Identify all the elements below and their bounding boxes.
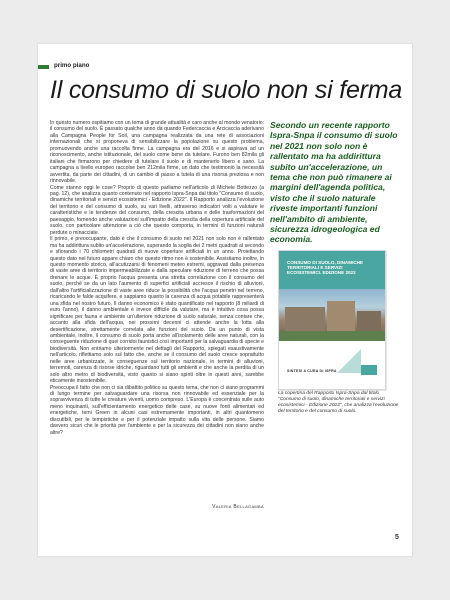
article-paragraph: Preoccupa il fatto che non ci sia dibattito politico su questo tema, che non ci siano programmi di lungo termine per salvaguardare una risorsa non rinnovabile ed essenziale per la sopravvivenza di tutte le creature viventi, uomo compreso. L'Europa è concentrata sulle auto meno inquinanti, sull'efficientamento energetico delle case, su nuove fonti alimentari ed energetiche, temi Green in alcuni casi estremamente importanti, in altri quantomeno discutibili, per le tempistiche e per il potenziale impatto sulla vita delle persone. Siamo davvero sicuri che le priorità per l'ambiente e per la sicurezza dei cittadini non siano anche altre? (50, 384, 264, 436)
magazine-page (38, 44, 412, 556)
image-caption: La copertina del Rapporto Ispra-Snpa dal titolo "Consumo di suolo, dinamiche territoriali e servizi ecosistemici - Edizione 2022", che analizza l'evoluzione del territorio e del consumo di suolo. (278, 391, 399, 414)
ispra-logo-icon (361, 365, 377, 375)
article-paragraph: Come stanno oggi le cose? Proprio di questo parliamo nell'articolo di Michele Bottezzo (a pag. 12), che analizza quanto contenuto nel rapporto Ispra-Snpa dal titolo "Consumo di suolo, dinamiche territoriali e servizi ecosistemici - Edizione 2022". Il Rapporto analizza l'evoluzione del territorio e del consumo di suolo, su vari livelli, attraverso indicatori volti a valutare le caratteristiche e le tendenze del consumo, della crescita urbana e delle trasformazioni del paesaggio, fornendo anche valutazioni sull'impatto della crescita della copertura artificiale del suolo, con particolare attenzione a ciò che questo comporta, in termini di funzioni naturali perdute o minacciate. (50, 184, 264, 236)
author-signature: Valeria Bellagamba (212, 504, 264, 510)
cover-title: CONSUMO DI SUOLO, DINAMICHE TERRITORIALI E SERVIZI ECOSISTEMICI. EDIZIONE 2022 (287, 260, 364, 276)
article-body (50, 120, 264, 436)
section-color-bar (38, 65, 49, 69)
report-cover-image (278, 250, 386, 390)
cover-decoration (337, 349, 361, 373)
article-title: Il consumo di suolo non si ferma (50, 76, 403, 104)
page-number: 5 (395, 534, 399, 541)
article-paragraph: Il primo, e preoccupante, dato è che il consumo di suolo nel 2021 non solo non è rallentato ma ha addirittura subito un'accelerazione, superando la soglia dei 2 metri quadrati al secondo e sfiorando i 70 chilometri quadrati di nuove coperture artificiali in un anno. Proiettando questo dato nel futuro appare chiaro che questo ritmo non è sostenibile. Assistiamo inoltre, in questo momento storico, all'acutizzarsi di fenomeni meteo estremi, aggravati dalla presenza di vaste aree di territorio impermeabilizzate e dalla speculare riduzione di terreno che possa drenare le acque. È proprio l'acqua presenta una stretta correlazione con il consumo del suolo, perché se da un lato l'aumento di superfici artificiali accresce il rischio di alluvioni, dall'altro l'artificializzazione di vaste aree riduce la possibilità che l'acqua penetri nel terreno, ricaricando le falde acquifere, e sappiamo quanto la carenza di acqua potabile rappresenterà una sfida nel nostro futuro. Il danno economico è stato quantificato nel rapporto (8 miliardi di euro l'anno), il danno ambientale è invece difficile da valutare, ma è intuitivo cosa possa significare per fauna e ambiente un'ulteriore riduzione di suolo naturale, senza contare che, accanto alla sfida dell'acqua, nei prossimi decenni ci attende anche la lotta alla desertificazione, strettamente correlata alle funzioni del suolo. Da un punto di vista ambientale, inoltre, il consumo di suolo porta anche all'isolamento delle aree naturali, con la conseguente riduzione di quei corridoi faunistici così importanti per la salvaguardia di specie e biodiversità. Non entriamo ulteriormente nel dettagli del Rapporto, spiegati esaustivamente nell'articolo, riflettiamo solo sul fatto che, anche se il consumo del suolo cresce soprattutto nelle aree urbanizzate, le conseguenze sul territorio nazionale, in termini di alluvioni, terremoti, carenza di risorse idriche, riguardano tutti gli ambienti e che anche la perdita di un solo altro metro di biodiversità, visto quanto si siano spinti oltre in questi anni, sarebbe eticamente insostenibile. (50, 236, 264, 385)
section-label: primo piano (54, 62, 90, 69)
cover-photo (279, 289, 385, 341)
article-paragraph: In questo numero ospitiamo con un tema di grande attualità e caro anche al mondo venatorio: il consumo del suolo. È passato qualche anno da quando Federcaccia e Arcicaccia aderivano alla Campagna People for Soil, una campagna realizzata da una rete di associazioni internazionali che si proponeva di sensibilizzare la popolazione su questo problema, promuovendo anche una raccolta firme. La campagna era del 2016 e si aspirava ad un riconoscimento, anche istituzionale, del suolo come bene da tutelare. Furono ben 82mila gli italiani che firmarono per chiedere di tutelare il suolo e di mantenerlo libero e sano. La campagna a livello europeo raccolse ben 212mila firme, un dato che testimoniò la necessità avvertita, da parte dei cittadini, di un cambio di passo a tutela di una risorsa preziosa e non rinnovabile. (50, 120, 264, 185)
pull-quote: Secondo un recente rapporto Ispra-Snpa il consumo di suolo nel 2021 non solo non è rallentato ma ha addirittura subito un'accelerazione, un tema che non può rimanere ai margini dell'agenda politica, visto che il suolo naturale riveste importanti funzioni nell'ambito di ambiente, sicurezza idrogeologica ed economia. (270, 120, 398, 245)
cover-subtitle: SINTESI A CURA DI ISPRA (287, 369, 337, 373)
